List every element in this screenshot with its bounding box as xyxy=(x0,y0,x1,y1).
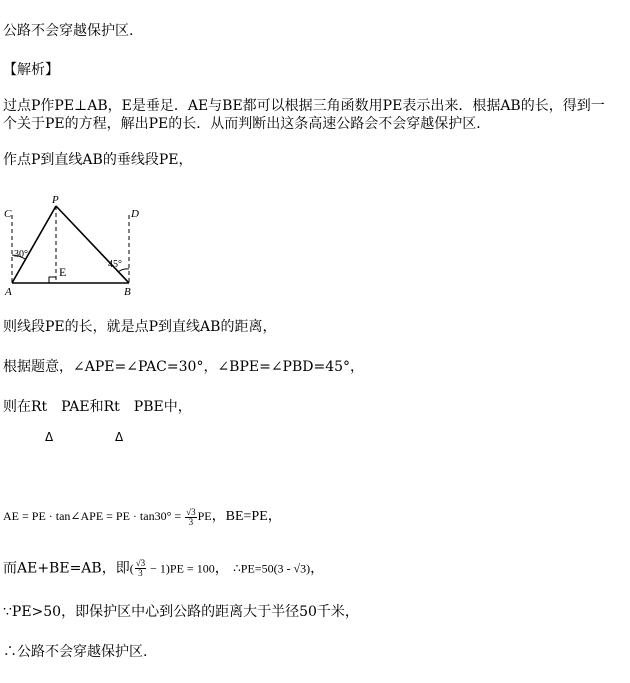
line-angles: 根据题意，∠APE=∠PAC=30°，∠BPE=∠PBD=45°， xyxy=(3,359,365,375)
eq2-sep: ， xyxy=(214,560,229,577)
equation-sum xyxy=(3,559,324,578)
triangle-symbol-pae: Δ xyxy=(45,430,54,444)
eq2-prefix: 而AE+BE=AB，即 xyxy=(3,560,130,577)
line-analysis-2: 个关于PE的方程，解出PE的长．从而判断出这条高速公路会不会穿越保护区． xyxy=(3,116,491,132)
line-distance-definition: 则线段PE的长，就是点P到直线AB的距离， xyxy=(3,319,277,335)
line-analysis-1: 过点P作PE⊥AB，E是垂足．AE与BE都可以根据三角函数用PE表示出来．根据AB的长，得到一 xyxy=(3,98,605,114)
eq2-therefore: ∴PE=50(3 - √3) xyxy=(233,561,311,576)
equation-ae xyxy=(3,507,282,527)
eq1-frac-num: √3 xyxy=(186,506,196,517)
line-construct-perpendicular: 作点P到直线AB的垂线段PE， xyxy=(3,152,193,168)
eq2-middle: − 1)PE = 100 xyxy=(147,561,215,576)
line-right-triangles: 则在Rt PAE和Rt PBE中， xyxy=(3,399,192,415)
eq2-frac-num: √3 xyxy=(135,558,146,568)
right-angle-marker xyxy=(49,277,56,283)
eq2-fraction xyxy=(135,559,146,578)
angle-label-30: 30° xyxy=(14,249,28,260)
label-e: E xyxy=(59,265,67,279)
eq1-frac-den: 3 xyxy=(188,516,194,527)
triangle-symbol-pbe: Δ xyxy=(115,430,124,444)
eq1-tail: ，BE=PE， xyxy=(211,509,282,524)
line-conclusion: ∴公路不会穿越保护区. xyxy=(3,644,148,660)
line-comparison: ∵PE>50，即保护区中心到公路的距离大于半径50千米， xyxy=(3,604,359,620)
triangle-diagram xyxy=(0,193,150,303)
label-d: D xyxy=(131,208,139,220)
eq2-frac-den: 3 xyxy=(138,568,143,578)
line-conclusion-top: 公路不会穿越保护区. xyxy=(3,23,134,39)
eq1-fraction xyxy=(185,508,196,527)
label-a: A xyxy=(5,286,12,298)
label-c: C xyxy=(4,208,12,220)
eq2-end: ， xyxy=(310,560,325,577)
eq1-after: PE xyxy=(197,509,212,523)
segment-pa xyxy=(12,206,56,283)
label-b: B xyxy=(124,286,131,298)
label-p: P xyxy=(52,194,59,206)
section-heading-analysis: 【解析】 xyxy=(3,62,59,78)
angle-label-45: 45° xyxy=(108,259,122,270)
eq2-open: ( xyxy=(129,561,134,576)
eq1-left: AE = PE · tan∠APE = PE · tan30° = xyxy=(3,509,185,523)
